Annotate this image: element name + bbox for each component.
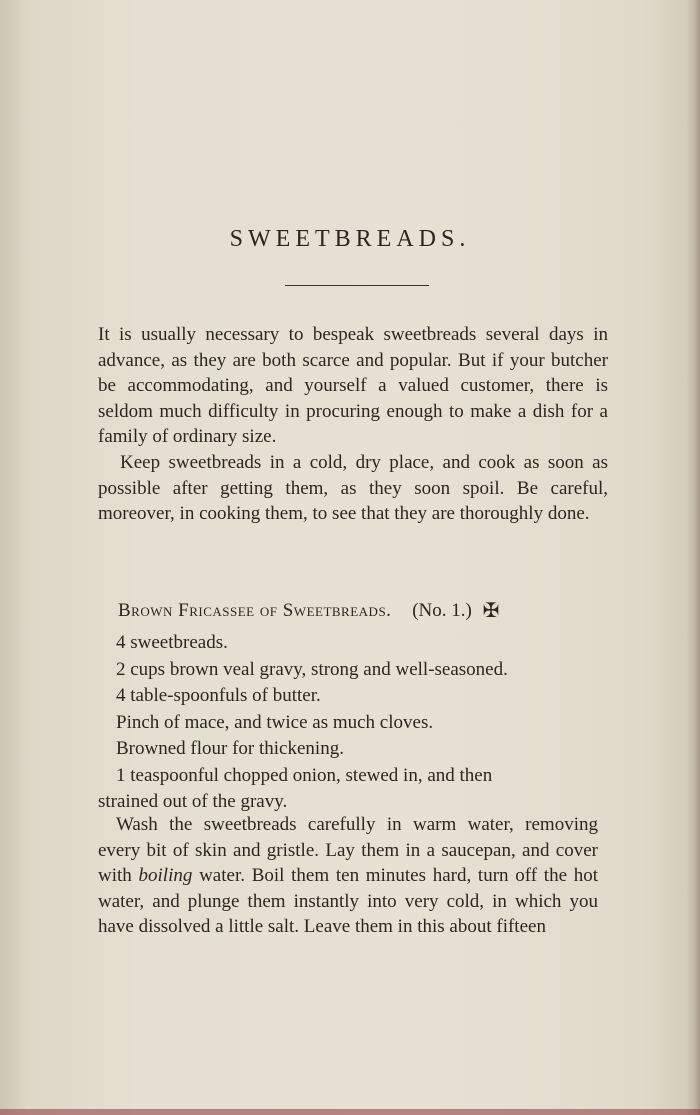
chapter-heading: SWEETBREADS. — [229, 226, 471, 252]
ingredient-list — [98, 630, 603, 816]
page-bottom-edge — [0, 1109, 700, 1115]
ingredient-item: Pinch of mace, and twice as much cloves. — [116, 711, 434, 733]
method-text — [98, 812, 598, 940]
intro-text — [98, 322, 608, 527]
method-emphasis: boiling — [138, 865, 193, 887]
page-edge-shadow — [686, 0, 700, 1115]
intro-paragraph: Keep sweetbreads in a cold, dry place, and cook as soon as possible after getting them, as they soon spoil. Be careful, moreover, in cooking them, to see that they are thoroughly done. — [98, 451, 608, 525]
method-paragraph — [98, 812, 598, 940]
ingredient-item: Browned flour for thickening. — [116, 738, 344, 759]
intro-paragraph: It is usually necessary to bespeak sweetbreads several days in advance, as they are both scarce and popular. But if your butcher be accommodating, and yourself a valued customer, there is seldom much difficulty in procuring enough to make a dish for a family of ordinary size. — [98, 324, 608, 448]
ingredient-item: 2 cups brown veal gravy, strong and well-seasoned. — [116, 658, 508, 680]
recipe-heading — [118, 598, 598, 624]
method-text-part: water. Boil them ten minutes hard, turn off the hot water, and plunge them instantly into very cold, in which you have dissolved a little salt. Leave them in this about fifteen — [98, 865, 598, 938]
recipe-title: Brown Fricassee of Sweetbreads. — [118, 600, 392, 621]
ingredient-item: 1 teaspoonful chopped onion, stewed in, and then — [116, 764, 493, 786]
ingredient-item: 4 table-spoonfuls of butter. — [116, 685, 321, 706]
heading-rule — [285, 285, 429, 286]
ingredient-item-continuation: strained out of the gravy. — [98, 791, 288, 812]
ingredient-item: 4 sweetbreads. — [116, 632, 228, 653]
method-text-part: Wash the sweetbreads carefully in warm water, removing every bit of skin and gristle. Lay them in a saucepan, and cover with — [98, 814, 598, 887]
recipe-number: (No. 1.) — [412, 600, 472, 621]
cross-mark-icon: ✠ — [482, 600, 500, 622]
